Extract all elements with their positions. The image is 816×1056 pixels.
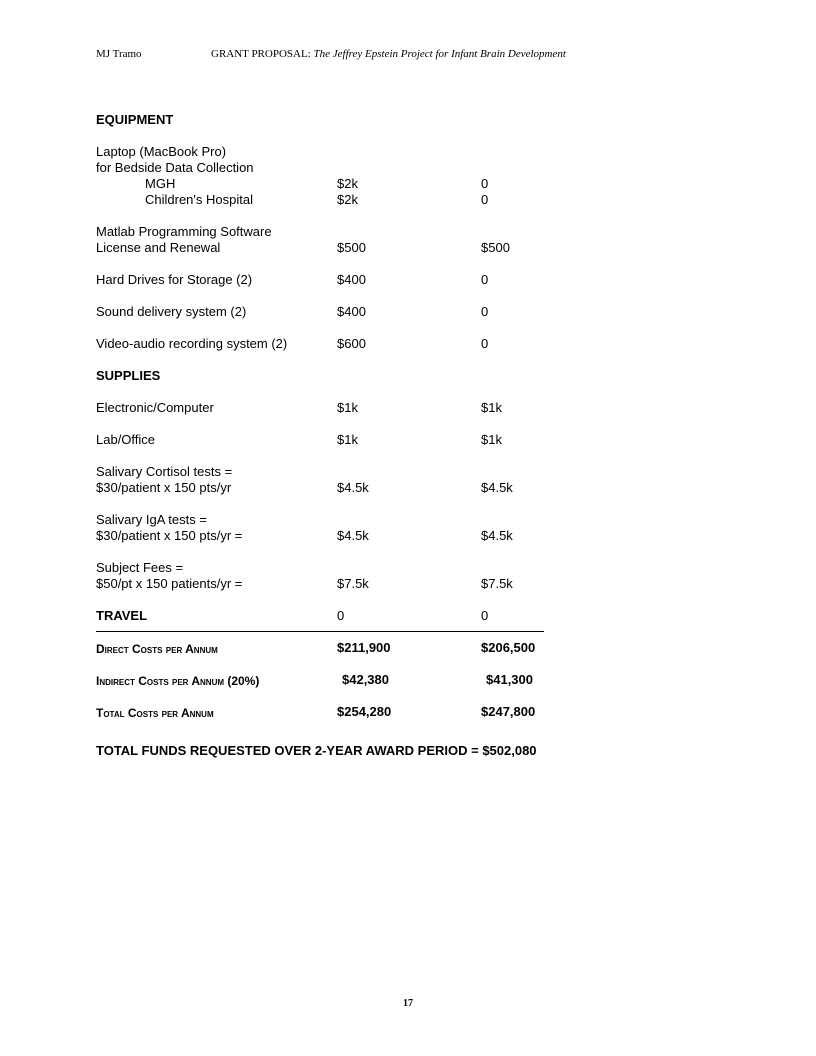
travel-label: TRAVEL [96, 608, 148, 623]
fees-label: $50/pt x 150 patients/yr = [96, 576, 243, 591]
electronic-label: Electronic/Computer [96, 400, 214, 415]
matlab-label: License and Renewal [96, 240, 221, 255]
total-costs-label: Total Costs per Annum [96, 706, 214, 720]
iga-year1: $4.5k [337, 528, 369, 543]
electronic-year2: $1k [481, 400, 502, 415]
mgh-year2: 0 [481, 176, 489, 191]
total-costs-year1: $254,280 [337, 704, 392, 719]
video-year1: $600 [337, 336, 366, 351]
page-number: 17 [403, 998, 413, 1009]
mgh-year1: $2k [337, 176, 358, 191]
fees-year1: $7.5k [337, 576, 369, 591]
direct-costs-year2: $206,500 [481, 640, 536, 655]
video-year2: 0 [481, 336, 489, 351]
laptop-label-line2: for Bedside Data Collection [96, 160, 254, 175]
lab-year2: $1k [481, 432, 502, 447]
matlab-year2: $500 [481, 240, 510, 255]
electronic-year1: $1k [337, 400, 358, 415]
lab-year1: $1k [337, 432, 358, 447]
matlab-year1: $500 [337, 240, 366, 255]
supplies-heading: SUPPLIES [96, 368, 161, 383]
indirect-costs-year2: $41,300 [486, 672, 533, 687]
direct-costs-year1: $211,900 [337, 640, 391, 655]
matlab-label-line1: Matlab Programming Software [96, 224, 272, 239]
harddrives-year1: $400 [337, 272, 366, 287]
total-costs-year2: $247,800 [481, 704, 536, 719]
childrens-label: Children's Hospital [145, 192, 253, 207]
fees-year2: $7.5k [481, 576, 513, 591]
direct-costs-label: Direct Costs per Annum [96, 642, 218, 656]
cortisol-year1: $4.5k [337, 480, 369, 495]
iga-year2: $4.5k [481, 528, 513, 543]
cortisol-year2: $4.5k [481, 480, 513, 495]
video-label: Video-audio recording system (2) [96, 336, 288, 351]
laptop-label-line1: Laptop (MacBook Pro) [96, 144, 227, 159]
header-author: MJ Tramo [96, 48, 142, 60]
sound-year2: 0 [481, 304, 489, 319]
equipment-heading: EQUIPMENT [96, 112, 174, 127]
harddrives-year2: 0 [481, 272, 489, 287]
header-title-italic: The Jeffrey Epstein Project for Infant Brain Development [313, 48, 566, 60]
travel-year2: 0 [481, 608, 489, 623]
cortisol-label: $30/patient x 150 pts/yr [96, 480, 232, 495]
harddrives-label: Hard Drives for Storage (2) [96, 272, 253, 287]
travel-year1: 0 [337, 608, 345, 623]
indirect-costs-year1: $42,380 [342, 672, 389, 687]
cortisol-label-line1: Salivary Cortisol tests = [96, 464, 233, 479]
iga-label: $30/patient x 150 pts/yr = [96, 528, 243, 543]
fees-label-line1: Subject Fees = [96, 560, 184, 575]
header-title [211, 48, 566, 60]
totals-divider [96, 631, 544, 632]
sound-label: Sound delivery system (2) [96, 304, 247, 319]
childrens-year2: 0 [481, 192, 489, 207]
mgh-label: MGH [145, 176, 176, 191]
childrens-year1: $2k [337, 192, 358, 207]
indirect-costs-label: Indirect Costs per Annum (20%) [96, 674, 260, 688]
sound-year1: $400 [337, 304, 366, 319]
iga-label-line1: Salivary IgA tests = [96, 512, 207, 527]
lab-label: Lab/Office [96, 432, 156, 447]
grand-total: TOTAL FUNDS REQUESTED OVER 2-YEAR AWARD PERIOD = $502,080 [96, 743, 537, 758]
header-title-prefix: GRANT PROPOSAL: [211, 48, 314, 60]
